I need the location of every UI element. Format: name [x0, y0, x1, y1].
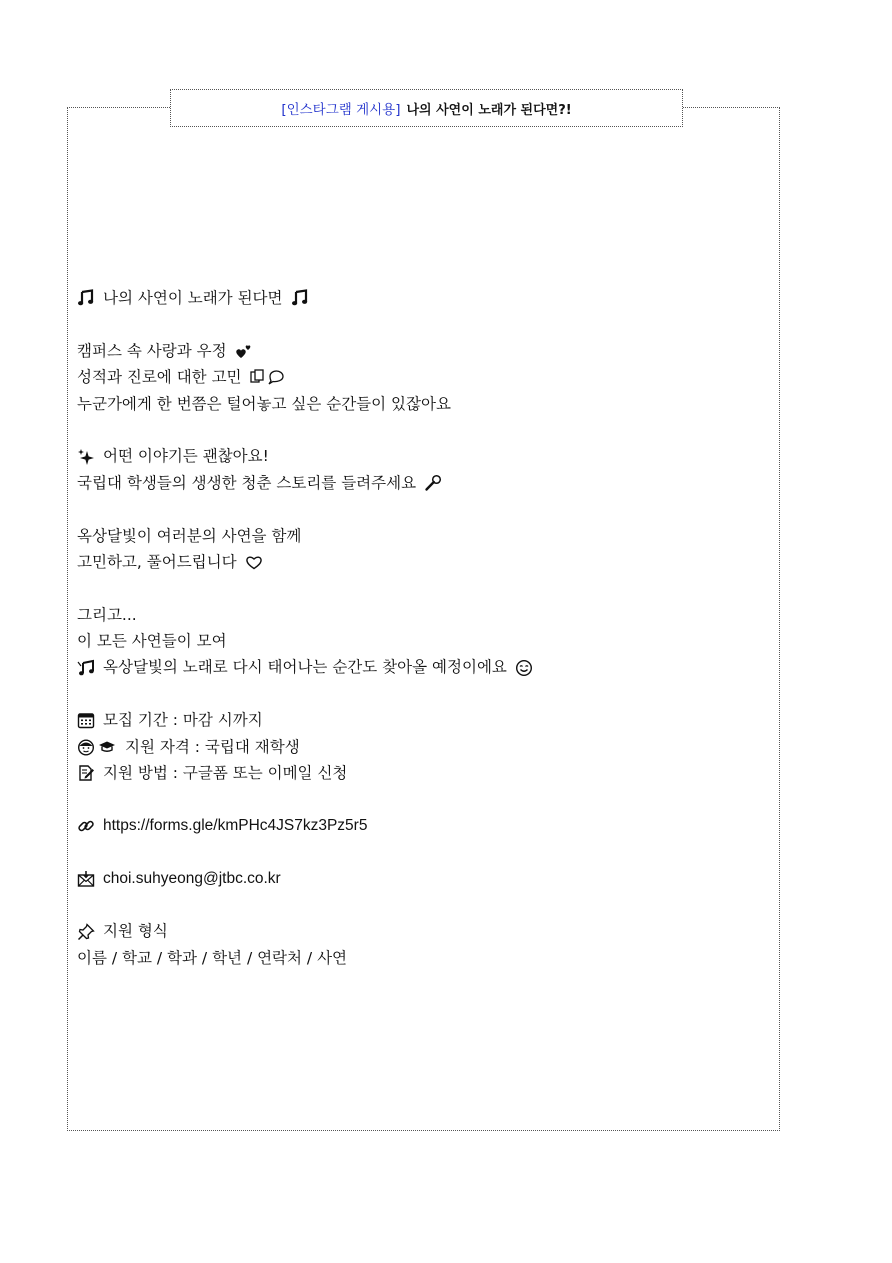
- text-line: [77, 391, 772, 417]
- music-note-icon: [77, 289, 95, 307]
- page-title: 나의 사연이 노래가 된다면?!: [406, 102, 572, 118]
- format-label: 지원 형식: [103, 922, 168, 941]
- pushpin-icon: [77, 923, 95, 941]
- format-fields: 이름 / 학교 / 학과 / 학년 / 연락처 / 사연: [77, 948, 348, 967]
- para2-line1: 어떤 이야기든 괜찮아요!: [103, 447, 269, 466]
- info-line: [77, 760, 772, 786]
- sparkles-icon: [77, 448, 95, 466]
- text-line: [77, 470, 772, 496]
- student-graduation-icon: [77, 738, 117, 756]
- recruit-period: 모집 기간 : 마감 시까지: [103, 711, 263, 730]
- envelope-icon: [77, 870, 95, 888]
- para4-line2: 이 모든 사연들이 모여: [77, 632, 227, 651]
- text-line: [77, 602, 772, 628]
- smiling-face-icon: [515, 659, 533, 677]
- spacer: [77, 575, 772, 601]
- info-line: [77, 707, 772, 733]
- text-line: [77, 364, 772, 390]
- eligibility: 지원 자격 : 국립대 재학생: [125, 737, 300, 756]
- para4-line1: 그리고...: [77, 605, 137, 624]
- headline-line: [77, 285, 772, 311]
- microphone-icon: [424, 474, 442, 492]
- format-line: [77, 918, 772, 944]
- calendar-icon: [77, 711, 95, 729]
- music-note-icon: [291, 289, 309, 307]
- text-line: [77, 523, 772, 549]
- two-hearts-icon: [235, 342, 253, 360]
- para1-line3: 누군가에게 한 번쯤은 털어놓고 싶은 순간들이 있잖아요: [77, 394, 451, 413]
- link-line: [77, 813, 772, 839]
- para2-line2: 국립대 학생들의 생생한 청춘 스토리를 들려주세요: [77, 473, 417, 492]
- spacer: [77, 681, 772, 707]
- format-fields-line: [77, 945, 772, 971]
- spacer: [77, 496, 772, 522]
- google-form-link[interactable]: https://forms.gle/kmPHc4JS7kz3Pz5r5: [103, 816, 368, 834]
- apply-method: 지원 방법 : 구글폼 또는 이메일 신청: [103, 764, 348, 783]
- para3-line1: 옥상달빛이 여러분의 사연을 함께: [77, 526, 302, 545]
- para1-line2: 성적과 진로에 대한 고민: [77, 368, 242, 387]
- spacer: [77, 311, 772, 337]
- text-line: [77, 338, 772, 364]
- spacer: [77, 786, 772, 812]
- spacer: [77, 839, 772, 865]
- info-line: [77, 734, 772, 760]
- memo-icon: [77, 764, 95, 782]
- para1-line1: 캠퍼스 속 사랑과 우정: [77, 341, 227, 360]
- title-box: [170, 89, 683, 127]
- text-line: [77, 549, 772, 575]
- text-line: [77, 443, 772, 469]
- email-address[interactable]: choi.suhyeong@jtbc.co.kr: [103, 869, 281, 887]
- text-line: [77, 628, 772, 654]
- text-line: [77, 654, 772, 680]
- books-and-speech-icon: [250, 368, 286, 386]
- post-content: [77, 285, 772, 971]
- para4-line3: 옥상달빛의 노래로 다시 태어나는 순간도 찾아올 예정이에요: [103, 658, 507, 677]
- spacer: [77, 892, 772, 918]
- link-icon: [77, 817, 95, 835]
- musical-notes-icon: [77, 659, 95, 677]
- white-heart-icon: [245, 553, 263, 571]
- email-line: [77, 866, 772, 892]
- headline-text: 나의 사연이 노래가 된다면: [103, 289, 283, 307]
- spacer: [77, 417, 772, 443]
- title-tag: [인스타그램 게시용]: [281, 102, 401, 118]
- para3-line2: 고민하고, 풀어드립니다: [77, 552, 237, 571]
